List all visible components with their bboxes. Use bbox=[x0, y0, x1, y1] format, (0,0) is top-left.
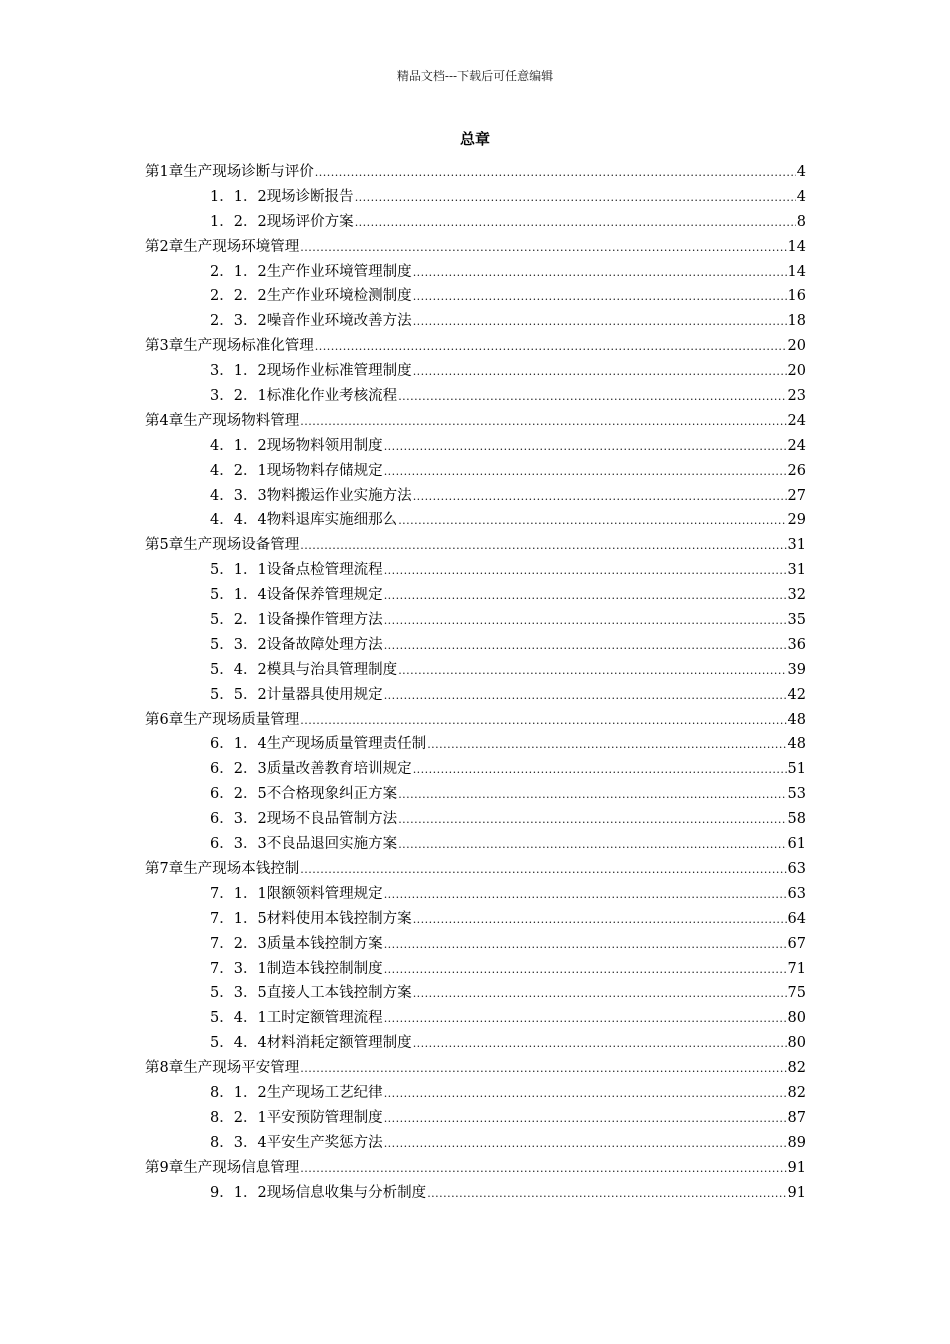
toc-page-number: 48 bbox=[787, 736, 806, 753]
toc-page-number: 63 bbox=[787, 860, 806, 877]
toc-page-number: 14 bbox=[787, 238, 806, 255]
toc-dot-leader bbox=[384, 1137, 787, 1150]
toc-page-number: 36 bbox=[787, 636, 806, 653]
toc-title: 总章 bbox=[459, 130, 490, 148]
toc-page-number: 4 bbox=[796, 164, 806, 180]
toc-dot-leader bbox=[315, 340, 787, 353]
toc-page-number: 91 bbox=[787, 1159, 806, 1176]
toc-entry-title: 平安生产奖惩方法 bbox=[266, 1134, 383, 1151]
toc-entry-title: 物料退库实施细那么 bbox=[266, 512, 398, 529]
toc-dot-leader bbox=[315, 166, 796, 179]
toc-dot-leader bbox=[384, 614, 787, 627]
toc-entry-title: 生产现场标准化管理 bbox=[183, 338, 314, 355]
toc-entry-number: 第2章 bbox=[145, 238, 184, 255]
toc-page-number: 20 bbox=[787, 363, 806, 380]
toc-dot-leader bbox=[398, 838, 786, 851]
toc-page-number: 4 bbox=[796, 188, 806, 205]
toc-entry-number: 第4章 bbox=[145, 412, 184, 429]
toc-section-entry[interactable] bbox=[145, 981, 806, 1006]
toc-section-entry[interactable] bbox=[145, 359, 806, 384]
toc-section-entry[interactable] bbox=[145, 807, 806, 832]
toc-chapter-entry[interactable] bbox=[145, 533, 806, 558]
toc-entry-number: 6．3．2 bbox=[210, 811, 267, 828]
toc-page-number: 53 bbox=[787, 786, 806, 803]
toc-dot-leader bbox=[384, 440, 787, 453]
toc-entry-number: 5．4．1 bbox=[210, 1010, 267, 1027]
toc-entry-number: 第5章 bbox=[145, 537, 184, 554]
toc-chapter-entry[interactable] bbox=[145, 1056, 806, 1081]
toc-entry-number: 5．1．1 bbox=[210, 562, 267, 579]
toc-page-number: 24 bbox=[787, 412, 806, 429]
toc-page-number: 23 bbox=[787, 388, 806, 405]
toc-page-number: 82 bbox=[787, 1060, 806, 1077]
toc-chapter-entry[interactable] bbox=[145, 334, 806, 359]
toc-section-entry[interactable] bbox=[145, 782, 806, 807]
toc-entry-number: 5．2．1 bbox=[210, 612, 267, 629]
toc-entry-title: 生产现场物料管理 bbox=[183, 412, 300, 429]
toc-page-number: 16 bbox=[787, 288, 806, 305]
toc-section-entry[interactable] bbox=[145, 1006, 806, 1031]
toc-entry-number: 7．3．1 bbox=[210, 960, 267, 977]
toc-section-entry[interactable] bbox=[145, 633, 806, 658]
toc-entry-number: 4．2．1 bbox=[210, 462, 267, 479]
toc-entry-number: 2．1．2 bbox=[210, 263, 267, 280]
toc-entry-number: 5．4．4 bbox=[210, 1035, 267, 1052]
toc-page-number: 51 bbox=[787, 761, 806, 778]
toc-entry-number: 3．1．2 bbox=[210, 363, 267, 380]
toc-chapter-entry[interactable] bbox=[145, 1156, 806, 1181]
toc-page-number: 58 bbox=[787, 811, 806, 828]
toc-page-number: 14 bbox=[787, 263, 806, 280]
page-header: 精品文档---下载后可任意编辑 bbox=[396, 69, 554, 83]
toc-page-number: 87 bbox=[787, 1109, 806, 1126]
toc-dot-leader bbox=[413, 913, 787, 926]
toc-entry-number: 第7章 bbox=[145, 860, 184, 877]
toc-entry-title: 质量本钱控制方案 bbox=[266, 935, 383, 952]
toc-section-entry[interactable] bbox=[145, 1181, 806, 1206]
toc-dot-leader bbox=[413, 987, 787, 1000]
toc-page-number: 26 bbox=[787, 462, 806, 479]
toc-dot-leader bbox=[427, 1187, 786, 1200]
toc-section-entry[interactable] bbox=[145, 882, 806, 907]
toc-entry-number: 4．4．4 bbox=[210, 512, 267, 529]
toc-entry-title: 生产现场本钱控制 bbox=[183, 860, 300, 877]
toc-page-number: 31 bbox=[787, 562, 806, 579]
toc-entry-number: 第3章 bbox=[145, 338, 184, 355]
toc-page-number: 32 bbox=[787, 587, 806, 604]
toc-entry-title: 现场诊断报告 bbox=[266, 188, 354, 205]
toc-dot-leader bbox=[413, 490, 787, 503]
toc-page-number: 31 bbox=[787, 537, 806, 554]
toc-section-entry[interactable] bbox=[145, 1081, 806, 1106]
toc-entry-number: 第6章 bbox=[145, 711, 184, 728]
toc-dot-leader bbox=[384, 465, 787, 478]
toc-section-entry[interactable] bbox=[145, 608, 806, 633]
toc-entry-title: 生产现场环境管理 bbox=[183, 238, 300, 255]
toc-section-entry[interactable] bbox=[145, 757, 806, 782]
toc-page-number: 64 bbox=[787, 910, 806, 927]
toc-entry-title: 制造本钱控制制度 bbox=[266, 960, 383, 977]
toc-entry-number: 5．3．5 bbox=[210, 985, 267, 1002]
toc-page-number: 82 bbox=[787, 1084, 806, 1101]
toc-entry-number: 4．1．2 bbox=[210, 437, 267, 454]
toc-entry-title: 生产现场信息管理 bbox=[183, 1159, 300, 1176]
toc-entry-number: 7．2．3 bbox=[210, 935, 267, 952]
toc-entry-number: 7．1．1 bbox=[210, 885, 267, 902]
toc-entry-title: 直接人工本钱控制方案 bbox=[266, 985, 412, 1002]
toc-chapter-entry[interactable] bbox=[145, 235, 806, 260]
toc-section-entry[interactable] bbox=[145, 309, 806, 334]
toc-entry-title: 材料消耗定额管理制度 bbox=[266, 1035, 412, 1052]
toc-dot-leader bbox=[413, 1037, 787, 1050]
toc-dot-leader bbox=[384, 963, 787, 976]
toc-dot-leader bbox=[384, 1012, 787, 1025]
toc-entry-title: 噪音作业环境改善方法 bbox=[266, 313, 412, 330]
toc-entry-title: 设备故障处理方法 bbox=[266, 636, 383, 653]
toc-section-entry[interactable] bbox=[145, 284, 806, 309]
toc-page-number: 29 bbox=[787, 512, 806, 529]
toc-dot-leader bbox=[384, 689, 787, 702]
toc-section-entry[interactable] bbox=[145, 508, 806, 533]
toc-entry-title: 现场作业标准管理制度 bbox=[266, 363, 412, 380]
toc-entry-title: 计量器具使用规定 bbox=[266, 686, 383, 703]
toc-dot-leader bbox=[398, 788, 786, 801]
toc-entry-title: 工时定额管理流程 bbox=[266, 1010, 383, 1027]
toc-entry-number: 5．5．2 bbox=[210, 686, 267, 703]
toc-entry-number: 3．2．1 bbox=[210, 388, 267, 405]
toc-entry-number: 2．2．2 bbox=[210, 288, 267, 305]
toc-section-entry[interactable] bbox=[145, 484, 806, 509]
toc-dot-leader bbox=[384, 589, 787, 602]
toc-entry-title: 生产作业环境检测制度 bbox=[266, 288, 412, 305]
toc-entry-title: 生产现场工艺纪律 bbox=[266, 1084, 383, 1101]
toc-entry-number: 1．1．2 bbox=[210, 188, 267, 205]
toc-dot-leader bbox=[427, 738, 786, 751]
toc-dot-leader bbox=[413, 763, 787, 776]
toc-dot-leader bbox=[300, 1062, 786, 1075]
toc-entry-number: 5．1．4 bbox=[210, 587, 267, 604]
toc-section-entry[interactable] bbox=[145, 260, 806, 285]
toc-entry-number: 第1章 bbox=[145, 164, 184, 180]
toc-entry-title: 限额领料管理规定 bbox=[266, 885, 383, 902]
toc-chapter-entry[interactable] bbox=[145, 160, 806, 185]
toc-dot-leader bbox=[398, 390, 786, 403]
toc-section-entry[interactable] bbox=[145, 384, 806, 409]
toc-dot-leader bbox=[300, 1162, 786, 1175]
toc-page-number: 75 bbox=[787, 985, 806, 1002]
toc-entry-title: 生产现场质量管理责任制 bbox=[266, 736, 427, 753]
toc-page-number: 91 bbox=[787, 1184, 806, 1201]
toc-entry-number: 7．1．5 bbox=[210, 910, 267, 927]
toc-entry-number: 9．1．2 bbox=[210, 1184, 267, 1201]
toc-entry-title: 不合格现象纠正方案 bbox=[266, 786, 398, 803]
toc-section-entry[interactable] bbox=[145, 185, 806, 210]
toc-entry-number: 2．3．2 bbox=[210, 313, 267, 330]
toc-page-number: 89 bbox=[787, 1134, 806, 1151]
toc-page-number: 80 bbox=[787, 1035, 806, 1052]
toc-section-entry[interactable] bbox=[145, 459, 806, 484]
toc-entry-number: 6．2．5 bbox=[210, 786, 267, 803]
toc-dot-leader bbox=[300, 241, 786, 254]
toc-section-entry[interactable] bbox=[145, 957, 806, 982]
toc-entry-title: 生产作业环境管理制度 bbox=[266, 263, 412, 280]
toc-entry-number: 1．2．2 bbox=[210, 213, 267, 230]
toc-entry-title: 平安预防管理制度 bbox=[266, 1109, 383, 1126]
toc-entry-title: 标准化作业考核流程 bbox=[266, 388, 398, 405]
table-of-contents bbox=[145, 160, 806, 1205]
toc-entry-title: 材料使用本钱控制方案 bbox=[266, 910, 412, 927]
toc-chapter-entry[interactable] bbox=[145, 409, 806, 434]
toc-dot-leader bbox=[300, 863, 786, 876]
toc-dot-leader bbox=[300, 415, 786, 428]
toc-dot-leader bbox=[413, 290, 787, 303]
toc-dot-leader bbox=[384, 888, 787, 901]
toc-entry-title: 质量改善教育培训规定 bbox=[266, 761, 412, 778]
toc-page-number: 63 bbox=[787, 885, 806, 902]
toc-page-number: 71 bbox=[787, 960, 806, 977]
toc-section-entry[interactable] bbox=[145, 434, 806, 459]
toc-section-entry[interactable] bbox=[145, 832, 806, 857]
toc-entry-title: 设备操作管理方法 bbox=[266, 612, 383, 629]
toc-entry-title: 不良品退回实施方案 bbox=[266, 836, 398, 853]
toc-entry-title: 生产现场平安管理 bbox=[183, 1060, 300, 1077]
toc-section-entry[interactable] bbox=[145, 683, 806, 708]
toc-entry-title: 生产现场诊断与评价 bbox=[183, 164, 314, 180]
toc-dot-leader bbox=[355, 216, 796, 229]
toc-section-entry[interactable] bbox=[145, 907, 806, 932]
toc-dot-leader bbox=[398, 514, 786, 527]
toc-entry-title: 生产现场质量管理 bbox=[183, 711, 300, 728]
toc-dot-leader bbox=[355, 191, 796, 204]
toc-page-number: 18 bbox=[787, 313, 806, 330]
toc-section-entry[interactable] bbox=[145, 583, 806, 608]
toc-section-entry[interactable] bbox=[145, 658, 806, 683]
toc-entry-title: 现场信息收集与分析制度 bbox=[266, 1184, 427, 1201]
toc-dot-leader bbox=[300, 714, 786, 727]
toc-page-number: 48 bbox=[787, 711, 806, 728]
toc-page-number: 27 bbox=[787, 487, 806, 504]
toc-section-entry[interactable] bbox=[145, 1131, 806, 1156]
toc-section-entry[interactable] bbox=[145, 1031, 806, 1056]
toc-entry-title: 现场物料领用制度 bbox=[266, 437, 383, 454]
toc-page-number: 42 bbox=[787, 686, 806, 703]
toc-section-entry[interactable] bbox=[145, 932, 806, 957]
toc-page-number: 80 bbox=[787, 1010, 806, 1027]
toc-entry-number: 第9章 bbox=[145, 1159, 184, 1176]
toc-dot-leader bbox=[384, 1112, 787, 1125]
toc-entry-number: 第8章 bbox=[145, 1060, 184, 1077]
toc-entry-number: 8．1．2 bbox=[210, 1084, 267, 1101]
toc-entry-title: 现场不良品管制方法 bbox=[266, 811, 398, 828]
toc-entry-title: 设备点检管理流程 bbox=[266, 562, 383, 579]
toc-section-entry[interactable] bbox=[145, 558, 806, 583]
toc-entry-title: 现场物料存储规定 bbox=[266, 462, 383, 479]
toc-entry-title: 生产现场设备管理 bbox=[183, 537, 300, 554]
toc-entry-number: 8．3．4 bbox=[210, 1134, 267, 1151]
toc-dot-leader bbox=[384, 639, 787, 652]
toc-dot-leader bbox=[398, 664, 786, 677]
toc-dot-leader bbox=[413, 266, 787, 279]
toc-entry-title: 现场评价方案 bbox=[266, 213, 354, 230]
toc-page-number: 61 bbox=[787, 836, 806, 853]
toc-dot-leader bbox=[413, 365, 787, 378]
toc-dot-leader bbox=[384, 938, 787, 951]
toc-entry-title: 物料搬运作业实施方法 bbox=[266, 487, 412, 504]
toc-section-entry[interactable] bbox=[145, 1106, 806, 1131]
toc-entry-number: 5．4．2 bbox=[210, 661, 267, 678]
toc-dot-leader bbox=[384, 1087, 787, 1100]
toc-chapter-entry[interactable] bbox=[145, 708, 806, 733]
toc-page-number: 39 bbox=[787, 661, 806, 678]
toc-page-number: 35 bbox=[787, 612, 806, 629]
toc-chapter-entry[interactable] bbox=[145, 857, 806, 882]
toc-page-number: 24 bbox=[787, 437, 806, 454]
toc-page-number: 67 bbox=[787, 935, 806, 952]
toc-section-entry[interactable] bbox=[145, 732, 806, 757]
toc-entry-number: 4．3．3 bbox=[210, 487, 267, 504]
toc-dot-leader bbox=[398, 813, 786, 826]
toc-entry-title: 设备保养管理规定 bbox=[266, 587, 383, 604]
toc-entry-number: 6．1．4 bbox=[210, 736, 267, 753]
toc-section-entry[interactable] bbox=[145, 210, 806, 235]
toc-entry-number: 8．2．1 bbox=[210, 1109, 267, 1126]
toc-dot-leader bbox=[413, 315, 787, 328]
toc-entry-number: 6．3．3 bbox=[210, 836, 267, 853]
toc-entry-number: 6．2．3 bbox=[210, 761, 267, 778]
toc-entry-number: 5．3．2 bbox=[210, 636, 267, 653]
toc-entry-title: 模具与治具管理制度 bbox=[266, 661, 398, 678]
toc-page-number: 8 bbox=[796, 213, 806, 230]
toc-dot-leader bbox=[300, 539, 786, 552]
toc-dot-leader bbox=[384, 564, 787, 577]
toc-page-number: 20 bbox=[787, 338, 806, 355]
